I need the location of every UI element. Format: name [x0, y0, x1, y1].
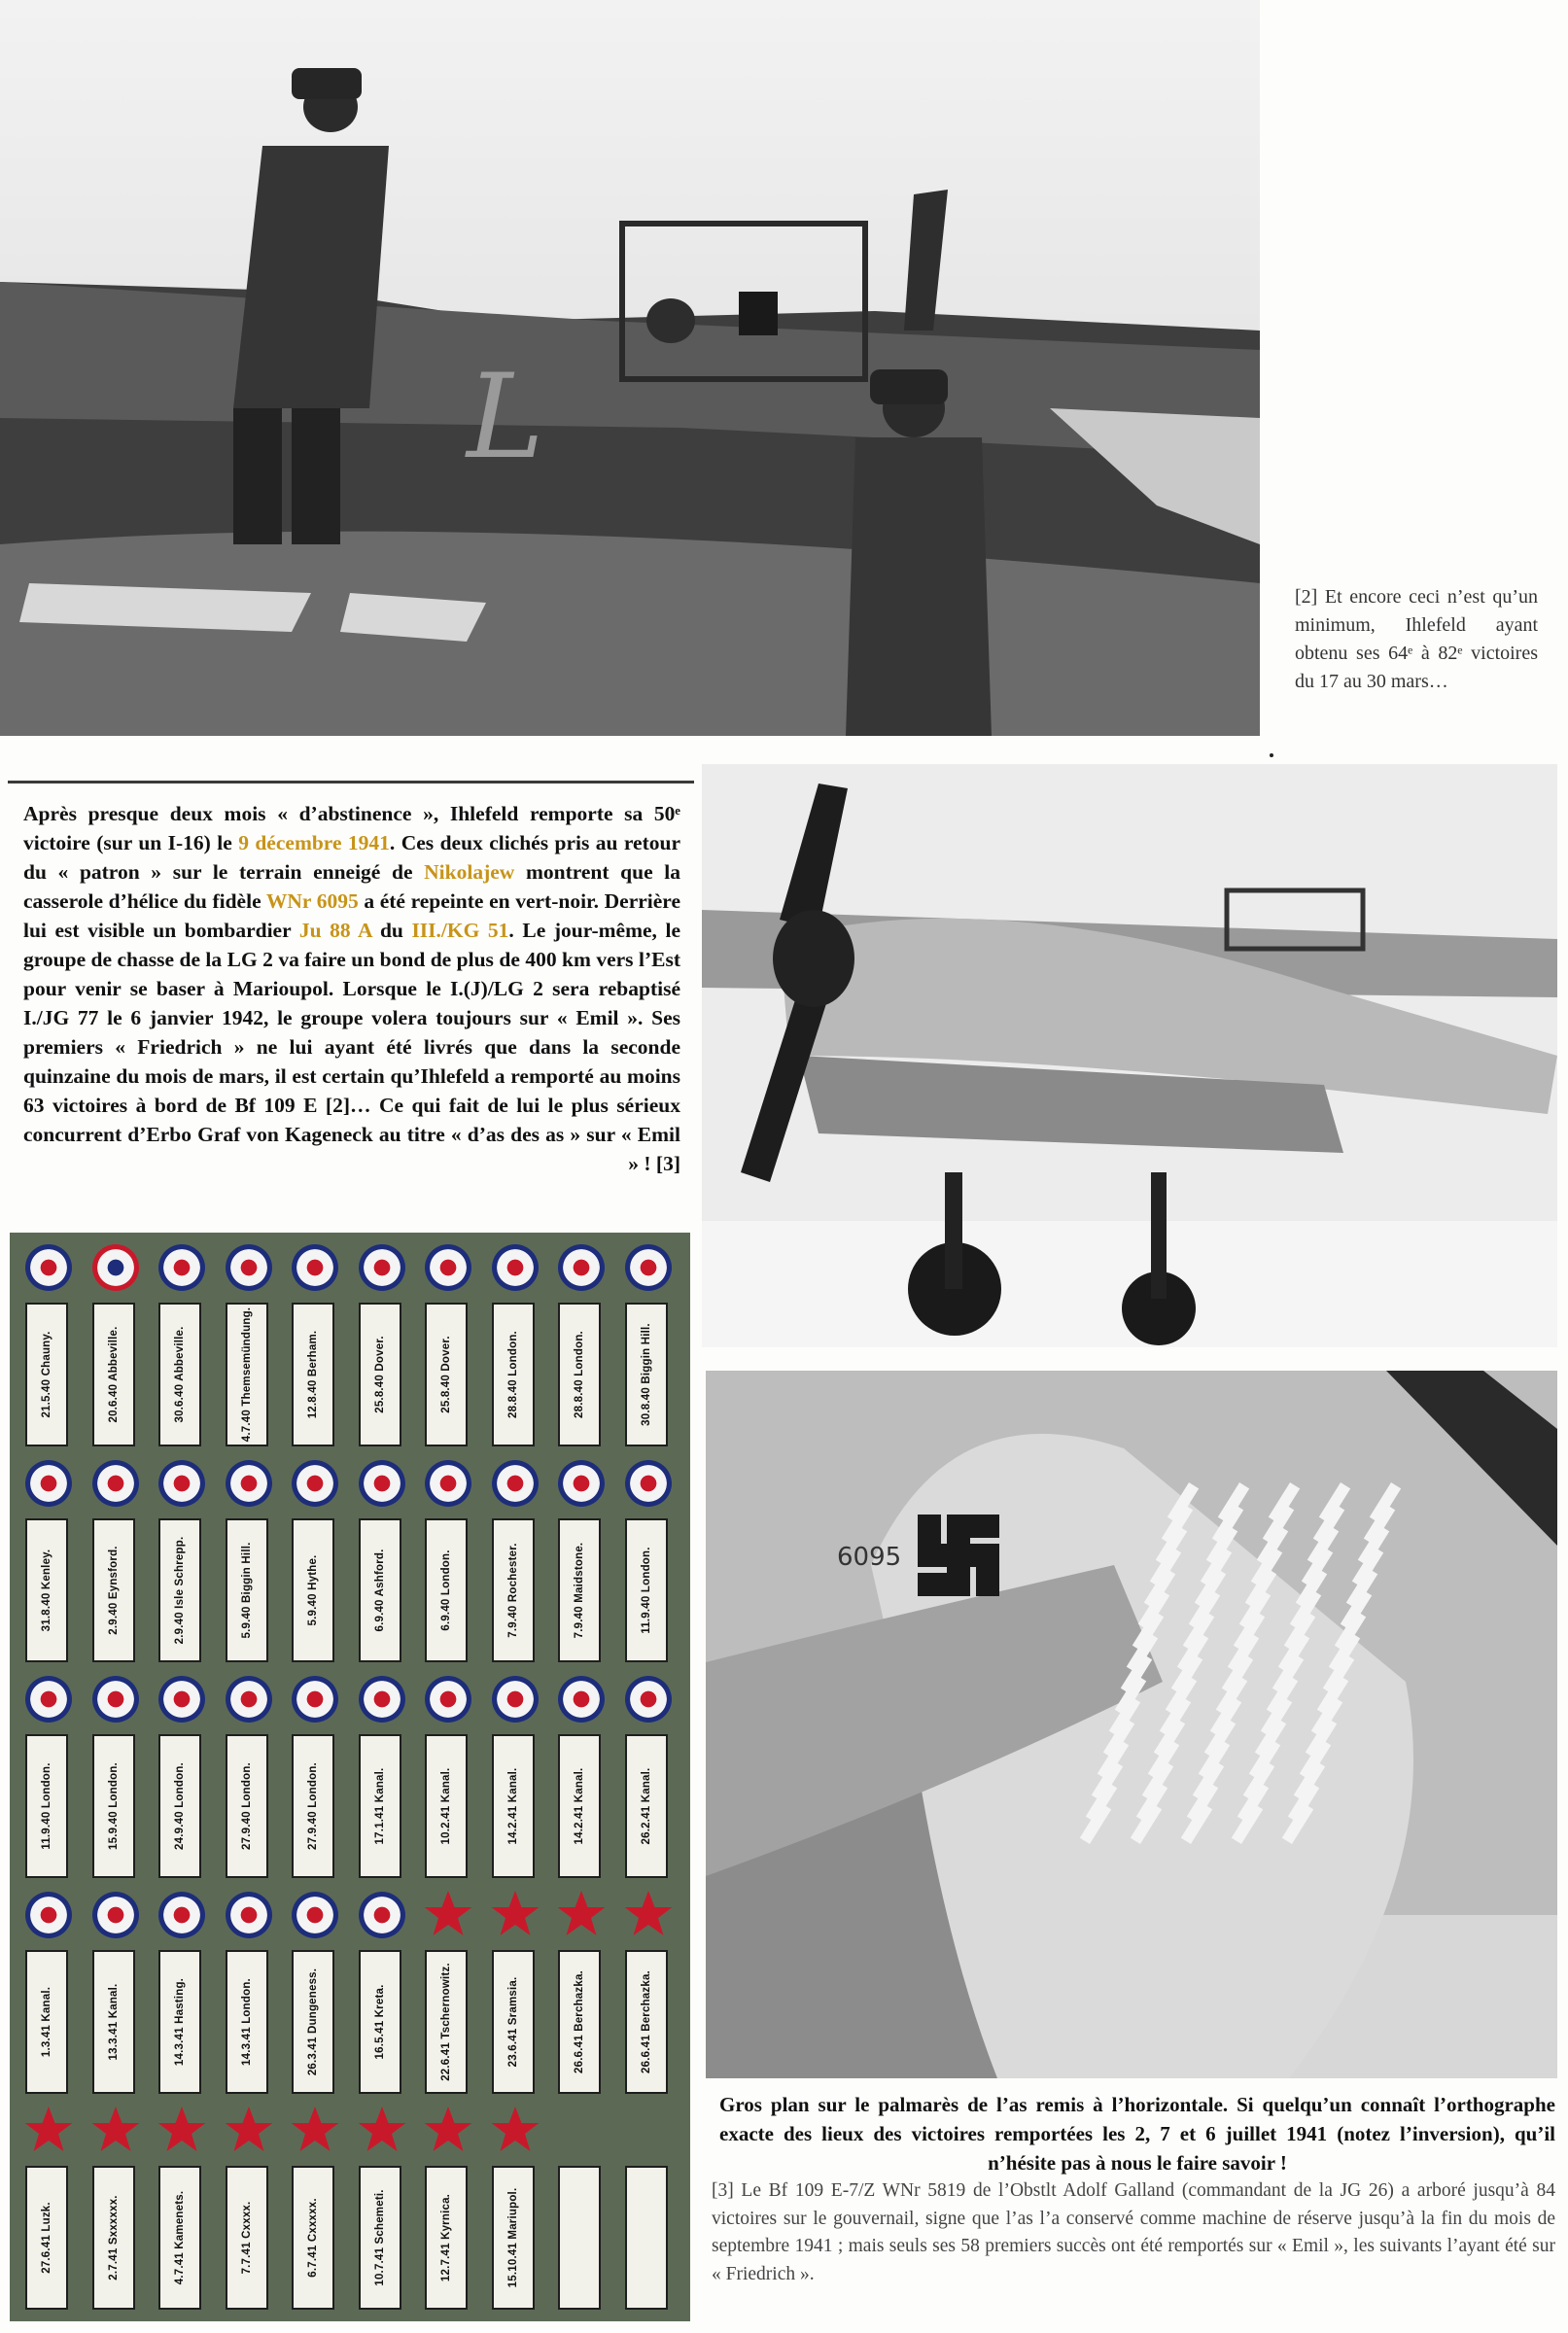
victory-plate-label: 7.9.40 Rochester. — [492, 1518, 535, 1662]
raf-roundel-icon — [292, 1460, 338, 1507]
victory-plate-label: 30.6.40 Abbeville. — [158, 1303, 201, 1446]
victory-plate-label: 10.2.41 Kanal. — [425, 1734, 468, 1878]
raf-roundel-icon — [292, 1676, 338, 1723]
victory-plate-cell — [417, 1892, 477, 2096]
victory-plate-label: 6.7.41 Cxxxxx. — [292, 2166, 334, 2310]
victory-plate-cell — [284, 1676, 344, 1880]
raf-roundel-icon — [425, 1244, 471, 1291]
victory-plate-cell — [417, 1676, 477, 1880]
victory-plate-cell — [17, 1892, 78, 2096]
victory-plate-label: 15.9.40 London. — [92, 1734, 135, 1878]
victory-plate-label: 1.3.41 Kanal. — [25, 1950, 68, 2094]
victory-plate-cell — [617, 1460, 678, 1664]
raf-roundel-icon — [425, 1676, 471, 1723]
victory-plate-label: 27.6.41 Luzk. — [25, 2166, 68, 2310]
raf-roundel-icon — [158, 1676, 205, 1723]
soviet-star-icon — [421, 1888, 475, 1942]
highlight-ju88: Ju 88 A — [298, 919, 372, 942]
victory-plate-label: 16.5.41 Kreta. — [359, 1950, 401, 2094]
raf-roundel-icon — [292, 1244, 338, 1291]
highlight-date: 9 décembre 1941 — [238, 831, 390, 854]
victory-plate-label: 13.3.41 Kanal. — [92, 1950, 135, 2094]
raf-roundel-icon — [226, 1244, 272, 1291]
highlight-unit: III./KG 51 — [411, 919, 509, 942]
victory-plate-cell — [484, 1460, 544, 1664]
soviet-star-icon — [155, 2104, 209, 2158]
victory-plate-label — [625, 2166, 668, 2310]
highlight-place: Nikolajew — [424, 860, 515, 884]
victory-plate-cell — [218, 1460, 278, 1664]
victory-plate-label: 27.9.40 London. — [292, 1734, 334, 1878]
victory-plate-label: 28.8.40 London. — [492, 1303, 535, 1446]
victory-plate-cell — [550, 1676, 610, 1880]
victory-plate-cell — [484, 2107, 544, 2312]
victory-plate-cell — [151, 1244, 211, 1448]
victory-plate-cell — [550, 1244, 610, 1448]
victory-plate-cell — [484, 1676, 544, 1880]
victory-plate-label: 26.2.41 Kanal. — [625, 1734, 668, 1878]
victory-plate-cell — [284, 2107, 344, 2312]
victory-plate-label: 28.8.40 London. — [558, 1303, 601, 1446]
victory-plate-label: 31.8.40 Kenley. — [25, 1518, 68, 1662]
soviet-star-icon — [88, 2104, 143, 2158]
victory-plate-cell — [417, 1460, 477, 1664]
victory-plate-cell — [17, 2107, 78, 2312]
victory-plate-cell — [351, 1244, 411, 1448]
victory-plate-label: 24.9.40 London. — [158, 1734, 201, 1878]
victory-plate-label: 25.8.40 Dover. — [425, 1303, 468, 1446]
victory-plate-cell — [85, 2107, 145, 2312]
victory-plate-label: 7.9.40 Maidstone. — [558, 1518, 601, 1662]
raf-roundel-icon — [625, 1676, 672, 1723]
victory-plate-cell — [351, 2107, 411, 2312]
soviet-star-icon — [222, 2104, 276, 2158]
divider-rule — [8, 781, 694, 783]
raf-roundel-icon — [25, 1244, 72, 1291]
raf-roundel-icon — [425, 1460, 471, 1507]
tail-photo-caption: Gros plan sur le palmarès de l’as remis à l’horizontale. Si quelqu’un connaît l’orthographe exacte des lieux des victoires remportées les 2, 7 et 6 juillet 1941 (notez l’inversion), qu’il n’hésite pas à nous le faire savoir ! — [719, 2093, 1555, 2175]
raf-roundel-icon — [625, 1460, 672, 1507]
victory-plate-cell — [617, 1676, 678, 1880]
raf-roundel-icon — [558, 1460, 605, 1507]
victory-plate-cell — [550, 2107, 610, 2312]
victory-plate-cell — [484, 1892, 544, 2096]
raf-roundel-icon — [492, 1244, 539, 1291]
victory-plate-label: 26.6.41 Berchazka. — [558, 1950, 601, 2094]
victory-plate-cell — [17, 1676, 78, 1880]
victory-plate-cell — [417, 1244, 477, 1448]
soviet-star-icon — [421, 2104, 475, 2158]
victory-plate-cell — [151, 1460, 211, 1664]
soviet-star-icon — [488, 2104, 542, 2158]
victory-plate-label: 30.8.40 Biggin Hill. — [625, 1303, 668, 1446]
victory-plate-cell — [218, 1892, 278, 2096]
raf-roundel-icon — [292, 1892, 338, 1938]
raf-roundel-icon — [558, 1676, 605, 1723]
victory-plate-cell — [151, 1892, 211, 2096]
highlight-wnr: WNr 6095 — [265, 889, 359, 913]
photo-caption-2: [2] Et encore ceci n’est qu’un minimum, Ihlefeld ayant obtenu ses 64ᵉ à 82ᵉ victoires du 17 au 30 mars… — [1295, 586, 1538, 692]
victory-plate-cell — [417, 2107, 477, 2312]
raf-roundel-icon — [359, 1892, 405, 1938]
raf-roundel-icon — [158, 1460, 205, 1507]
raf-roundel-icon — [359, 1676, 405, 1723]
soviet-star-icon — [554, 1888, 609, 1942]
victory-plate-label: 6.9.40 Ashford. — [359, 1518, 401, 1662]
victory-plate-cell — [617, 2107, 678, 2312]
victory-plate-label: 11.9.40 London. — [25, 1734, 68, 1878]
victory-plate-label: 14.2.41 Kanal. — [558, 1734, 601, 1878]
soviet-star-icon — [355, 2104, 409, 2158]
raf-roundel-icon — [492, 1460, 539, 1507]
main-paragraph: Après presque deux mois « d’abstinence », Ihlefeld remporte sa 50ᵉ victoire (sur un I-16) le 9 décembre 1941. Ces deux clichés pris au retour du « patron » sur le terrain enneigé de Nikolajew montrent que la casserole d’hélice du fidèle WNr 6095 a été repeinte en vert-noir. Derrière lui est visible un bombardier Ju 88 A du III./KG 51. Le jour-même, le groupe de chasse de la LG 2 va faire un bond de plus de 400 km vers l’Est pour venir se baser à Marioupol. Lorsque le I.(J)/LG 2 sera rebaptisé I./JG 77 le 6 janvier 1942, le groupe volera toujours sur « Emil ». Ses premiers « Friedrich » ne lui ayant été livrés que dans la seconde quinzaine du mois de mars, il est certain qu’Ihlefeld a remporté au moins 63 victoires à bord de Bf 109 E [2]… Ce qui fait de lui le plus sérieux concurrent d’Erbo Graf von Kageneck au titre « d’as des as » sur « Emil » ! [3] — [23, 802, 681, 1175]
raf-roundel-icon — [92, 1676, 139, 1723]
raf-roundel-icon — [25, 1460, 72, 1507]
victory-plate-cell — [85, 1460, 145, 1664]
tail-serial-number: 6095 — [837, 1543, 902, 1572]
victory-plate-cell — [484, 1244, 544, 1448]
victory-plate-label: 15.10.41 Mariupol. — [492, 2166, 535, 2310]
soviet-star-icon — [21, 2104, 76, 2158]
victory-plate-cell — [351, 1460, 411, 1664]
photo-bf109-snow — [702, 764, 1557, 1347]
victory-plate-cell — [351, 1676, 411, 1880]
victory-plate-cell — [17, 1244, 78, 1448]
victory-plate-cell — [151, 2107, 211, 2312]
raf-roundel-icon — [226, 1892, 272, 1938]
victory-plate-cell — [218, 1244, 278, 1448]
victory-plate-cell — [85, 1676, 145, 1880]
victory-plate-cell — [218, 1676, 278, 1880]
victory-plate-label: 14.3.41 Hasting. — [158, 1950, 201, 2094]
victory-plate-cell — [284, 1892, 344, 2096]
raf-roundel-icon — [226, 1676, 272, 1723]
victory-plate-label: 2.7.41 Sxxxxxx. — [92, 2166, 135, 2310]
victory-plate-label: 25.8.40 Dover. — [359, 1303, 401, 1446]
victory-plate-cell — [550, 1460, 610, 1664]
victory-plate-label: 14.2.41 Kanal. — [492, 1734, 535, 1878]
victory-plate-label: 7.7.41 Cxxxx. — [226, 2166, 268, 2310]
victory-plate-cell — [351, 1892, 411, 2096]
victory-plate-label: 27.9.40 London. — [226, 1734, 268, 1878]
raf-roundel-icon — [226, 1460, 272, 1507]
victory-plate-label: 12.7.41 Kyrnica. — [425, 2166, 468, 2310]
victory-plate-label: 20.6.40 Abbeville. — [92, 1303, 135, 1446]
victory-plate-cell — [617, 1244, 678, 1448]
victory-plate-label: 4.7.40 Themsemündung. — [226, 1303, 268, 1446]
victory-plate-label: 26.3.41 Dungeness. — [292, 1950, 334, 2094]
victory-plate-cell — [85, 1892, 145, 2096]
raf-roundel-icon — [625, 1244, 672, 1291]
victory-plate-cell — [85, 1244, 145, 1448]
victory-plate-label: 22.6.41 Tschernowitz. — [425, 1950, 468, 2094]
victory-plate-label: 4.7.41 Kamenets. — [158, 2166, 201, 2310]
victory-plate-label: 5.9.40 Hythe. — [292, 1518, 334, 1662]
raf-roundel-icon — [158, 1892, 205, 1938]
victory-plate-label: 21.5.40 Chauny. — [25, 1303, 68, 1446]
victory-plate-label: 23.6.41 Sramsia. — [492, 1950, 535, 2094]
victory-plate-cell — [284, 1460, 344, 1664]
raf-roundel-icon — [92, 1892, 139, 1938]
victory-plate-label: 14.3.41 London. — [226, 1950, 268, 2094]
soviet-star-icon — [621, 1888, 676, 1942]
victory-plate-cell — [218, 2107, 278, 2312]
victory-plate-label: 10.7.41 Schemeti. — [359, 2166, 401, 2310]
soviet-star-icon — [488, 1888, 542, 1942]
victory-plate-label: 2.9.40 Eynsford. — [92, 1518, 135, 1662]
decorative-dot — [1270, 753, 1273, 757]
victory-plate-label: 6.9.40 London. — [425, 1518, 468, 1662]
victory-plate-label — [558, 2166, 601, 2310]
photo-tail-victories — [706, 1371, 1557, 2078]
raf-roundel-icon — [158, 1244, 205, 1291]
raf-roundel-icon — [558, 1244, 605, 1291]
victory-plate-cell — [550, 1892, 610, 2096]
victory-plate-cell — [617, 1892, 678, 2096]
victory-plate-label: 11.9.40 London. — [625, 1518, 668, 1662]
victory-plate-label: 26.6.41 Berchazka. — [625, 1950, 668, 2094]
victory-plate-label: 5.9.40 Biggin Hill. — [226, 1518, 268, 1662]
raf-roundel-icon — [492, 1676, 539, 1723]
victory-plates-sheet — [10, 1233, 690, 2321]
raf-roundel-icon — [92, 1244, 139, 1291]
svg-text:L: L — [467, 350, 544, 485]
victory-plate-cell — [17, 1460, 78, 1664]
photo-cockpit-crew — [0, 0, 1260, 736]
raf-roundel-icon — [25, 1892, 72, 1938]
raf-roundel-icon — [359, 1460, 405, 1507]
victory-plate-label: 17.1.41 Kanal. — [359, 1734, 401, 1878]
victory-plate-cell — [284, 1244, 344, 1448]
soviet-star-icon — [288, 2104, 342, 2158]
victory-plate-label: 12.8.40 Berham. — [292, 1303, 334, 1446]
footnote-3: [3] Le Bf 109 E-7/Z WNr 5819 de l’Obstlt Adolf Galland (commandant de la JG 26) a arboré jusqu’à 84 victoires sur le gouvernail, signe que l’as l’a conservé comme machine de réserve jusqu’à la fin du mois de septembre 1941 ; mais seuls ses 58 premiers succès ont été remportés sur « Emil », les suivants l’ayant été sur « Friedrich ». — [712, 2180, 1555, 2284]
victory-plate-label: 2.9.40 Isle Schrepp. — [158, 1518, 201, 1662]
raf-roundel-icon — [25, 1676, 72, 1723]
victory-plate-cell — [151, 1676, 211, 1880]
raf-roundel-icon — [359, 1244, 405, 1291]
raf-roundel-icon — [92, 1460, 139, 1507]
